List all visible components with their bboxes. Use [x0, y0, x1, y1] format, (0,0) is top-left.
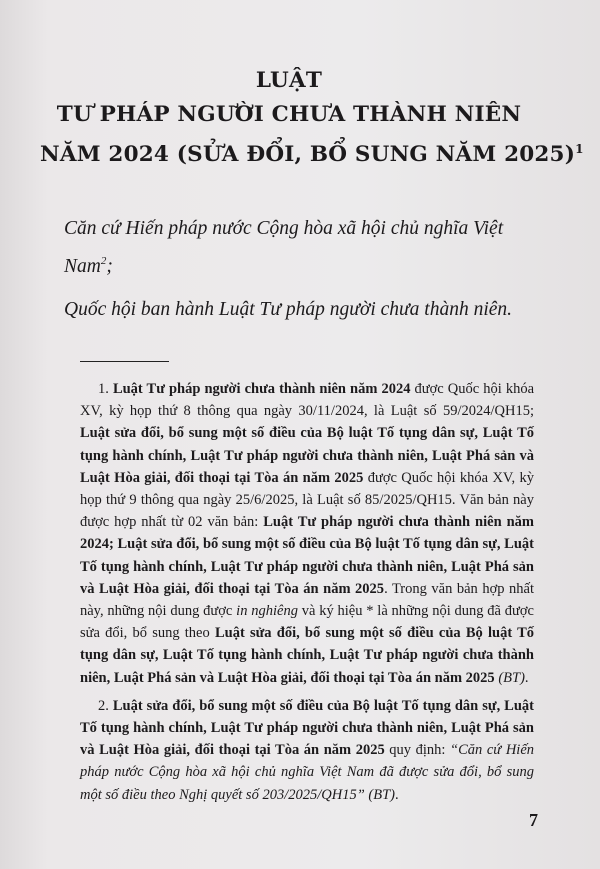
fn1-amending-law: Luật sửa đổi, bổ sung một số điều của Bộ luật Tố tụng dân sự, Luật Tố tụng hành chính, Luật Tư pháp người chưa thành niên, Luật Phá sản và Luật Hòa giải, đối thoại tại Tòa án năm 2025 [80, 625, 535, 686]
footnotes [40, 378, 538, 806]
fn1-bt: (BT) [498, 669, 525, 686]
fn1-italic-term: in nghiêng [236, 603, 298, 620]
fn2-text-c: quy định: [384, 742, 451, 759]
fn1-text-i: và ký hiệu * là những nội dung đã được sửa đổi, bổ sung theo [80, 603, 534, 642]
title-line-2: TƯ PHÁP NGƯỜI CHƯA THÀNH NIÊN [56, 102, 522, 127]
fn1-consolidated-laws: Luật Tư pháp người chưa thành niên năm 2024; Luật sửa đổi, bổ sung một số điều của Bộ luật Tố tụng dân sự, Luật Tố tụng hành chính, Luật Tư pháp người chưa thành niên, Luật Phá sản và Luật Hòa giải, đối thoại tại Tòa án năm 2025 [80, 514, 534, 597]
title-footnote-mark: 1 [575, 142, 584, 156]
fn1-end: . [524, 669, 529, 686]
preamble-footnote-mark: 2 [100, 255, 107, 267]
fn1-law-2024: Luật Tư pháp người chưa thành niên năm 2024 [112, 381, 411, 397]
page-number: 7 [529, 810, 538, 830]
footnote-2 [80, 695, 534, 806]
footnote-1 [80, 378, 534, 689]
title-line-3-text: NĂM 2024 (SỬA ĐỔI, BỔ SUNG NĂM 2025) [40, 142, 576, 167]
footnote-divider [80, 361, 169, 362]
footnote-2-number: 2. [98, 697, 113, 714]
fn1-law-2025: Luật sửa đổi, bổ sung một số điều của Bộ luật Tố tụng dân sự, Luật Tố tụng hành chính, Luật Tư pháp người chưa thành niên, Luật Phá sản và Luật Hòa giải, đối thoại tại Tòa án năm 2025 [80, 425, 534, 486]
preamble-basis-text: Căn cứ Hiến pháp nước Cộng hòa xã hội chủ nghĩa Việt Nam [64, 218, 504, 277]
fn1-text-g: . Trong văn bản hợp nhất này, những nội dung được [80, 580, 535, 620]
fn2-end: . [394, 786, 399, 803]
footnote-1-number: 1. [98, 381, 113, 397]
fn2-amending-law: Luật sửa đổi, bổ sung một số điều của Bộ luật Tố tụng dân sự, Luật Tố tụng hành chính, Luật Tư pháp người chưa thành niên, Luật Phá sản và Luật Hòa giải, đối thoại tại Tòa án năm 2025 [80, 697, 534, 759]
title-line-1: LUẬT [255, 68, 323, 93]
preamble-basis-end: ; [106, 256, 113, 277]
fn1-text-e: được Quốc hội khóa XV, kỳ họp thứ 9 thông qua ngày 25/6/2025, là Luật số 85/2025/QH15. Văn bản này được hợp nhất từ 02 văn bản: [80, 469, 534, 531]
law-title [40, 0, 584, 172]
preamble-enactment: Quốc hội ban hành Luật Tư pháp người chưa thành niên. [64, 299, 513, 320]
fn2-quote: “Căn cứ Hiến pháp nước Cộng hòa xã hội chủ nghĩa Việt Nam đã được sửa đổi, bổ sung một số điều theo Nghị quyết số 203/2025/QH15” (BT) [80, 742, 534, 803]
preamble [40, 212, 538, 326]
title-line-3 [40, 132, 584, 172]
fn1-text-c: được Quốc hội khóa XV, kỳ họp thứ 8 thông qua ngày 30/11/2024, là Luật số 59/2024/QH15; [80, 381, 535, 420]
preamble-basis [64, 212, 534, 283]
